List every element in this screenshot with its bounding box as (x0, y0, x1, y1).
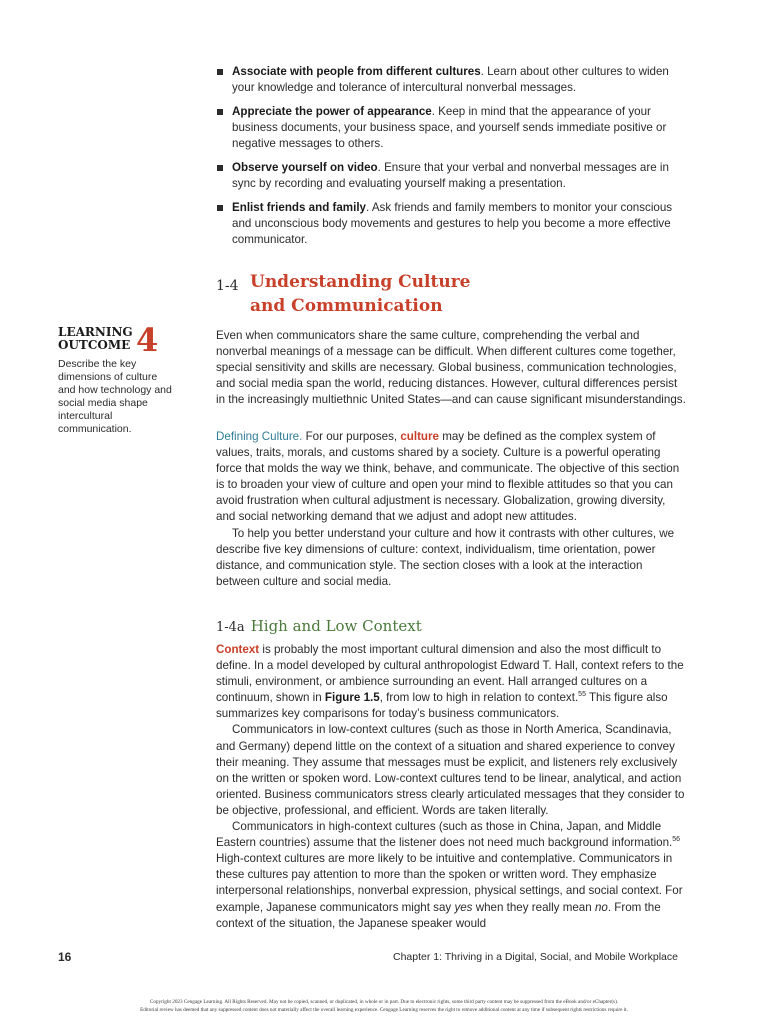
defining-heading: Defining Culture. (216, 430, 303, 443)
key-term: culture (400, 430, 439, 443)
chapter-footer: Chapter 1: Thriving in a Digital, Social, and Mobile Workplace (392, 951, 678, 963)
copyright-line: Copyright 2023 Cengage Learning. All Rights Reserved. May not be copied, scanned, or duplicated, in whole or in part. Due to electronic rights, some third party content may be suppressed from the eBook and/or eChapter(s). (149, 999, 619, 1005)
key-term: Context (216, 643, 260, 656)
bullet-list (216, 64, 686, 256)
learning-outcome-number: 4 (136, 321, 159, 359)
bullet-item (216, 64, 686, 96)
page-number: 16 (58, 950, 72, 964)
footnote-ref: 56 (672, 836, 681, 844)
learning-outcome-label (58, 321, 176, 359)
learning-outcome-label-line: LEARNING (58, 325, 133, 339)
subsection-title: High and Low Context (250, 617, 422, 635)
subsection-number: 1-4a (216, 620, 245, 635)
bullet-bold: Observe yourself on video (232, 161, 378, 174)
learning-outcome-label-line: OUTCOME (58, 338, 131, 352)
defining-culture-block (216, 429, 686, 590)
intro-paragraph: Even when communicators share the same culture, comprehending the verbal and nonverbal meanings of a message can be difficult. When different cultures come together, special sensitivity and skills are necessary. Global business, communication technologies, and social media span the world, reducing distances. However, cultural differences persist in the increasingly multiethnic United States—and can cause significant misunderstandings. (216, 329, 686, 407)
copyright-line: Editorial review has deemed that any suppressed content does not materially affect the overall learning experience. Cengage Learning reserves the right to remove additional content at any time if subsequent rights restrictions require it. (140, 1007, 628, 1013)
context-paragraph-1 (216, 642, 686, 722)
bullet-text: . Learn about other cultures to widen your knowledge and tolerance of intercultural nonverbal messages. (232, 65, 669, 94)
subsection-heading (216, 616, 422, 635)
footnote-ref: 55 (578, 691, 586, 699)
section-title-line: and Communication (250, 296, 443, 316)
context-paragraph-3 (216, 819, 686, 932)
defining-paragraph-2: To help you better understand your culture and how it contrasts with other cultures, we describe five key dimensions of culture: context, individualism, time orientation, power distance, and communication style. The section closes with a look at the interaction between culture and social media. (216, 526, 675, 588)
learning-outcome-description: Describe the key dimensions of culture and how technology and social media shape intercultural communication. (58, 358, 172, 435)
context-block (216, 642, 686, 932)
text-run: is probably the most important cultural dimension and also the most difficult to define. In a model developed by cultural anthropologist Edward T. Hall, context refers to the stimuli, environment, or ambience surrounding an event. Hall arranged cultures on a continuum, shown in (216, 643, 684, 705)
text-run: , from low to high in relation to context. (379, 691, 579, 705)
text-run: may be defined as the complex system of values, traits, morals, and customs shared by a society. Culture is a powerful operating force that molds the way we think, behave, and communicate. The objective of this section is to broaden your view of culture and open your mind to flexible attitudes so that you can avoid frustration when cultural adjustment is necessary. Globalization, growing diversity, and social networking demand that we adjust and adopt new attitudes. (216, 430, 680, 524)
copyright-notice (70, 998, 698, 1014)
intro-paragraph-block (216, 328, 686, 408)
learning-outcome-box (58, 321, 176, 436)
bullet-text: . Ensure that your verbal and nonverbal messages are in sync by recording and evaluating yourself making a presentation. (232, 161, 669, 190)
text-run: High-context cultures are more likely to be intuitive and contemplative. Communicators in these cultures pay attention to more than the spoken or written word. They emphasize interpersonal relationships, nonverbal expression, physical settings, and social context. For example, Japanese communicators might say (216, 852, 683, 914)
bullet-item (216, 200, 686, 248)
bullet-item (216, 104, 686, 152)
bullet-item (216, 160, 686, 192)
section-title (250, 270, 550, 318)
section-title-line: Understanding Culture (250, 272, 471, 292)
bullet-bold: Appreciate the power of appearance (232, 105, 432, 118)
bullet-bold: Associate with people from different cultures (232, 65, 481, 78)
section-number: 1-4 (216, 278, 239, 294)
italic-word: no (594, 900, 608, 914)
bullet-text: . Keep in mind that the appearance of your business documents, your business space, and yourself sends immediate positive or negative messages to others. (232, 105, 667, 150)
text-run: when they really mean (472, 900, 595, 914)
bullet-bold: Enlist friends and family (232, 201, 367, 214)
figure-reference: Figure 1.5 (324, 691, 380, 705)
italic-word: yes (454, 900, 473, 914)
text-run: Communicators in high-context cultures (such as those in China, Japan, and Middle Eastern countries) assume that the listener does not need much background information. (216, 820, 673, 850)
text-run: For our purposes, (302, 430, 401, 443)
defining-paragraph (216, 429, 686, 526)
text-run: This figure also summarizes key comparisons for today’s business communicators. (216, 691, 668, 721)
text-run: . From the context of the situation, the Japanese speaker would (216, 900, 661, 930)
context-paragraph-2: Communicators in low-context cultures (such as those in North America, Scandinavia, and Germany) depend little on the context of a situation and shared experience to convey their meaning. They assume that messages must be explicit, and listeners rely exclusively on the written or spoken word. Low-context cultures tend to be linear, analytical, and action oriented. Business communicators stress clearly articulated messages that they consider to be objective, professional, and efficient. Words are taken literally. (216, 723, 685, 817)
bullet-text: . Ask friends and family members to monitor your conscious and unconscious body movements and gestures to help you become a more effective communicator. (232, 201, 673, 246)
